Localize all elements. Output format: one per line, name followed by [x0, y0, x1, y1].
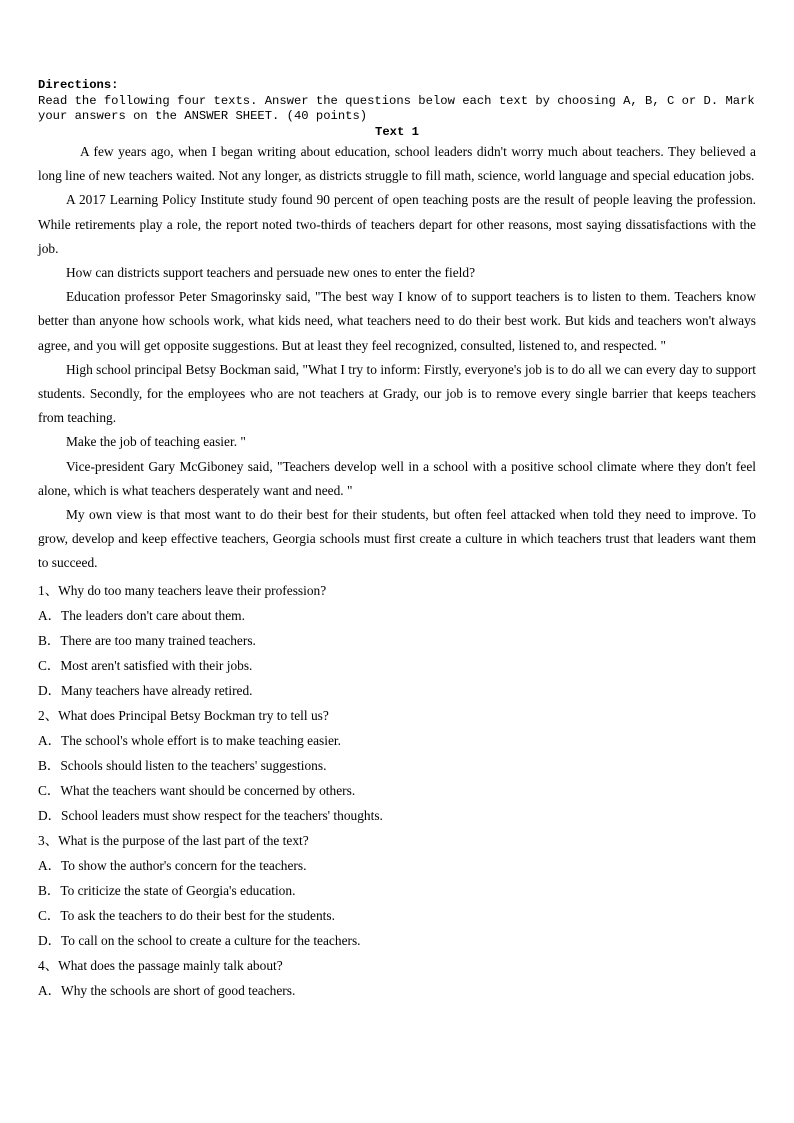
answer-option-d: D．Many teachers have already retired. [38, 682, 253, 698]
answer-option-b: B．Schools should listen to the teachers' suggestions. [38, 757, 327, 773]
question-stem: 3、What is the purpose of the last part of the text? [38, 832, 309, 848]
question-1 [38, 578, 756, 703]
text-title: Text 1 [375, 124, 419, 139]
answer-option-d: D．School leaders must show respect for the teachers' thoughts. [38, 807, 383, 823]
answer-option-a: A．To show the author's concern for the teachers. [38, 857, 307, 873]
passage-paragraph: A 2017 Learning Policy Institute study found 90 percent of open teaching posts are the result of people leaving the profession. While retirements play a role, the report noted two-thirds of teachers depart for other reasons, most saying dissatisfactions with the job. [38, 192, 756, 256]
question-stem: 2、What does Principal Betsy Bockman try to tell us? [38, 707, 329, 723]
passage-paragraph: A few years ago, when I began writing about education, school leaders didn't worry much about teachers. They believed a long line of new teachers waited. Not any longer, as districts struggle to fill math, science, world language and special education jobs. [38, 144, 756, 184]
directions-line-1: Read the following four texts. Answer the questions below each text by choosing A, B, C or D. Mark [38, 93, 755, 108]
question-list [38, 578, 756, 1003]
question-stem: 4、What does the passage mainly talk about? [38, 957, 283, 973]
question-stem: 1、Why do too many teachers leave their profession? [38, 582, 327, 598]
passage [38, 140, 756, 576]
passage-paragraph: High school principal Betsy Bockman said, "What I try to inform: Firstly, everyone's job is to do all we can every day to support students. Secondly, for the employees who are not teachers at Grady, our job is to remove every single barrier that keeps teachers from teaching. [38, 361, 756, 426]
question-2 [38, 703, 756, 828]
passage-paragraph: Make the job of teaching easier. " [66, 434, 246, 450]
question-4 [38, 953, 756, 1003]
answer-option-c: C．To ask the teachers to do their best for the students. [38, 907, 335, 923]
exam-page [38, 78, 756, 1003]
answer-option-c: C．Most aren't satisfied with their jobs. [38, 657, 253, 673]
answer-option-a: A．The school's whole effort is to make teaching easier. [38, 732, 341, 748]
directions-line-2: your answers on the ANSWER SHEET. (40 points) [38, 109, 368, 123]
passage-paragraph: My own view is that most want to do their best for their students, but often feel attacked when told they need to improve. To grow, develop and keep effective teachers, Georgia schools must first create a culture in which teachers trust that leaders want them to succeed. [38, 507, 756, 571]
answer-option-a: A．Why the schools are short of good teachers. [38, 982, 296, 998]
passage-paragraph: Vice-president Gary McGiboney said, "Teachers develop well in a school with a positive school climate where they don't feel alone, which is what teachers desperately want and need. " [38, 458, 756, 498]
answer-option-d: D．To call on the school to create a culture for the teachers. [38, 932, 361, 948]
answer-option-c: C．What the teachers want should be concerned by others. [38, 782, 356, 798]
passage-paragraph: Education professor Peter Smagorinsky said, "The best way I know of to support teachers is to listen to them. Teachers know better than anyone how schools work, what kids need, what teachers need to do their best work. But kids and teachers won't always agree, and you will get opposite suggestions. But at least they feel recognized, consulted, listened to, and respected. " [38, 289, 756, 353]
answer-option-b: B．To criticize the state of Georgia's education. [38, 882, 296, 898]
question-3 [38, 828, 756, 953]
directions-title: Directions: [38, 78, 119, 92]
passage-paragraph: How can districts support teachers and persuade new ones to enter the field? [66, 265, 476, 281]
answer-option-b: B．There are too many trained teachers. [38, 632, 256, 648]
answer-option-a: A．The leaders don't care about them. [38, 607, 245, 623]
